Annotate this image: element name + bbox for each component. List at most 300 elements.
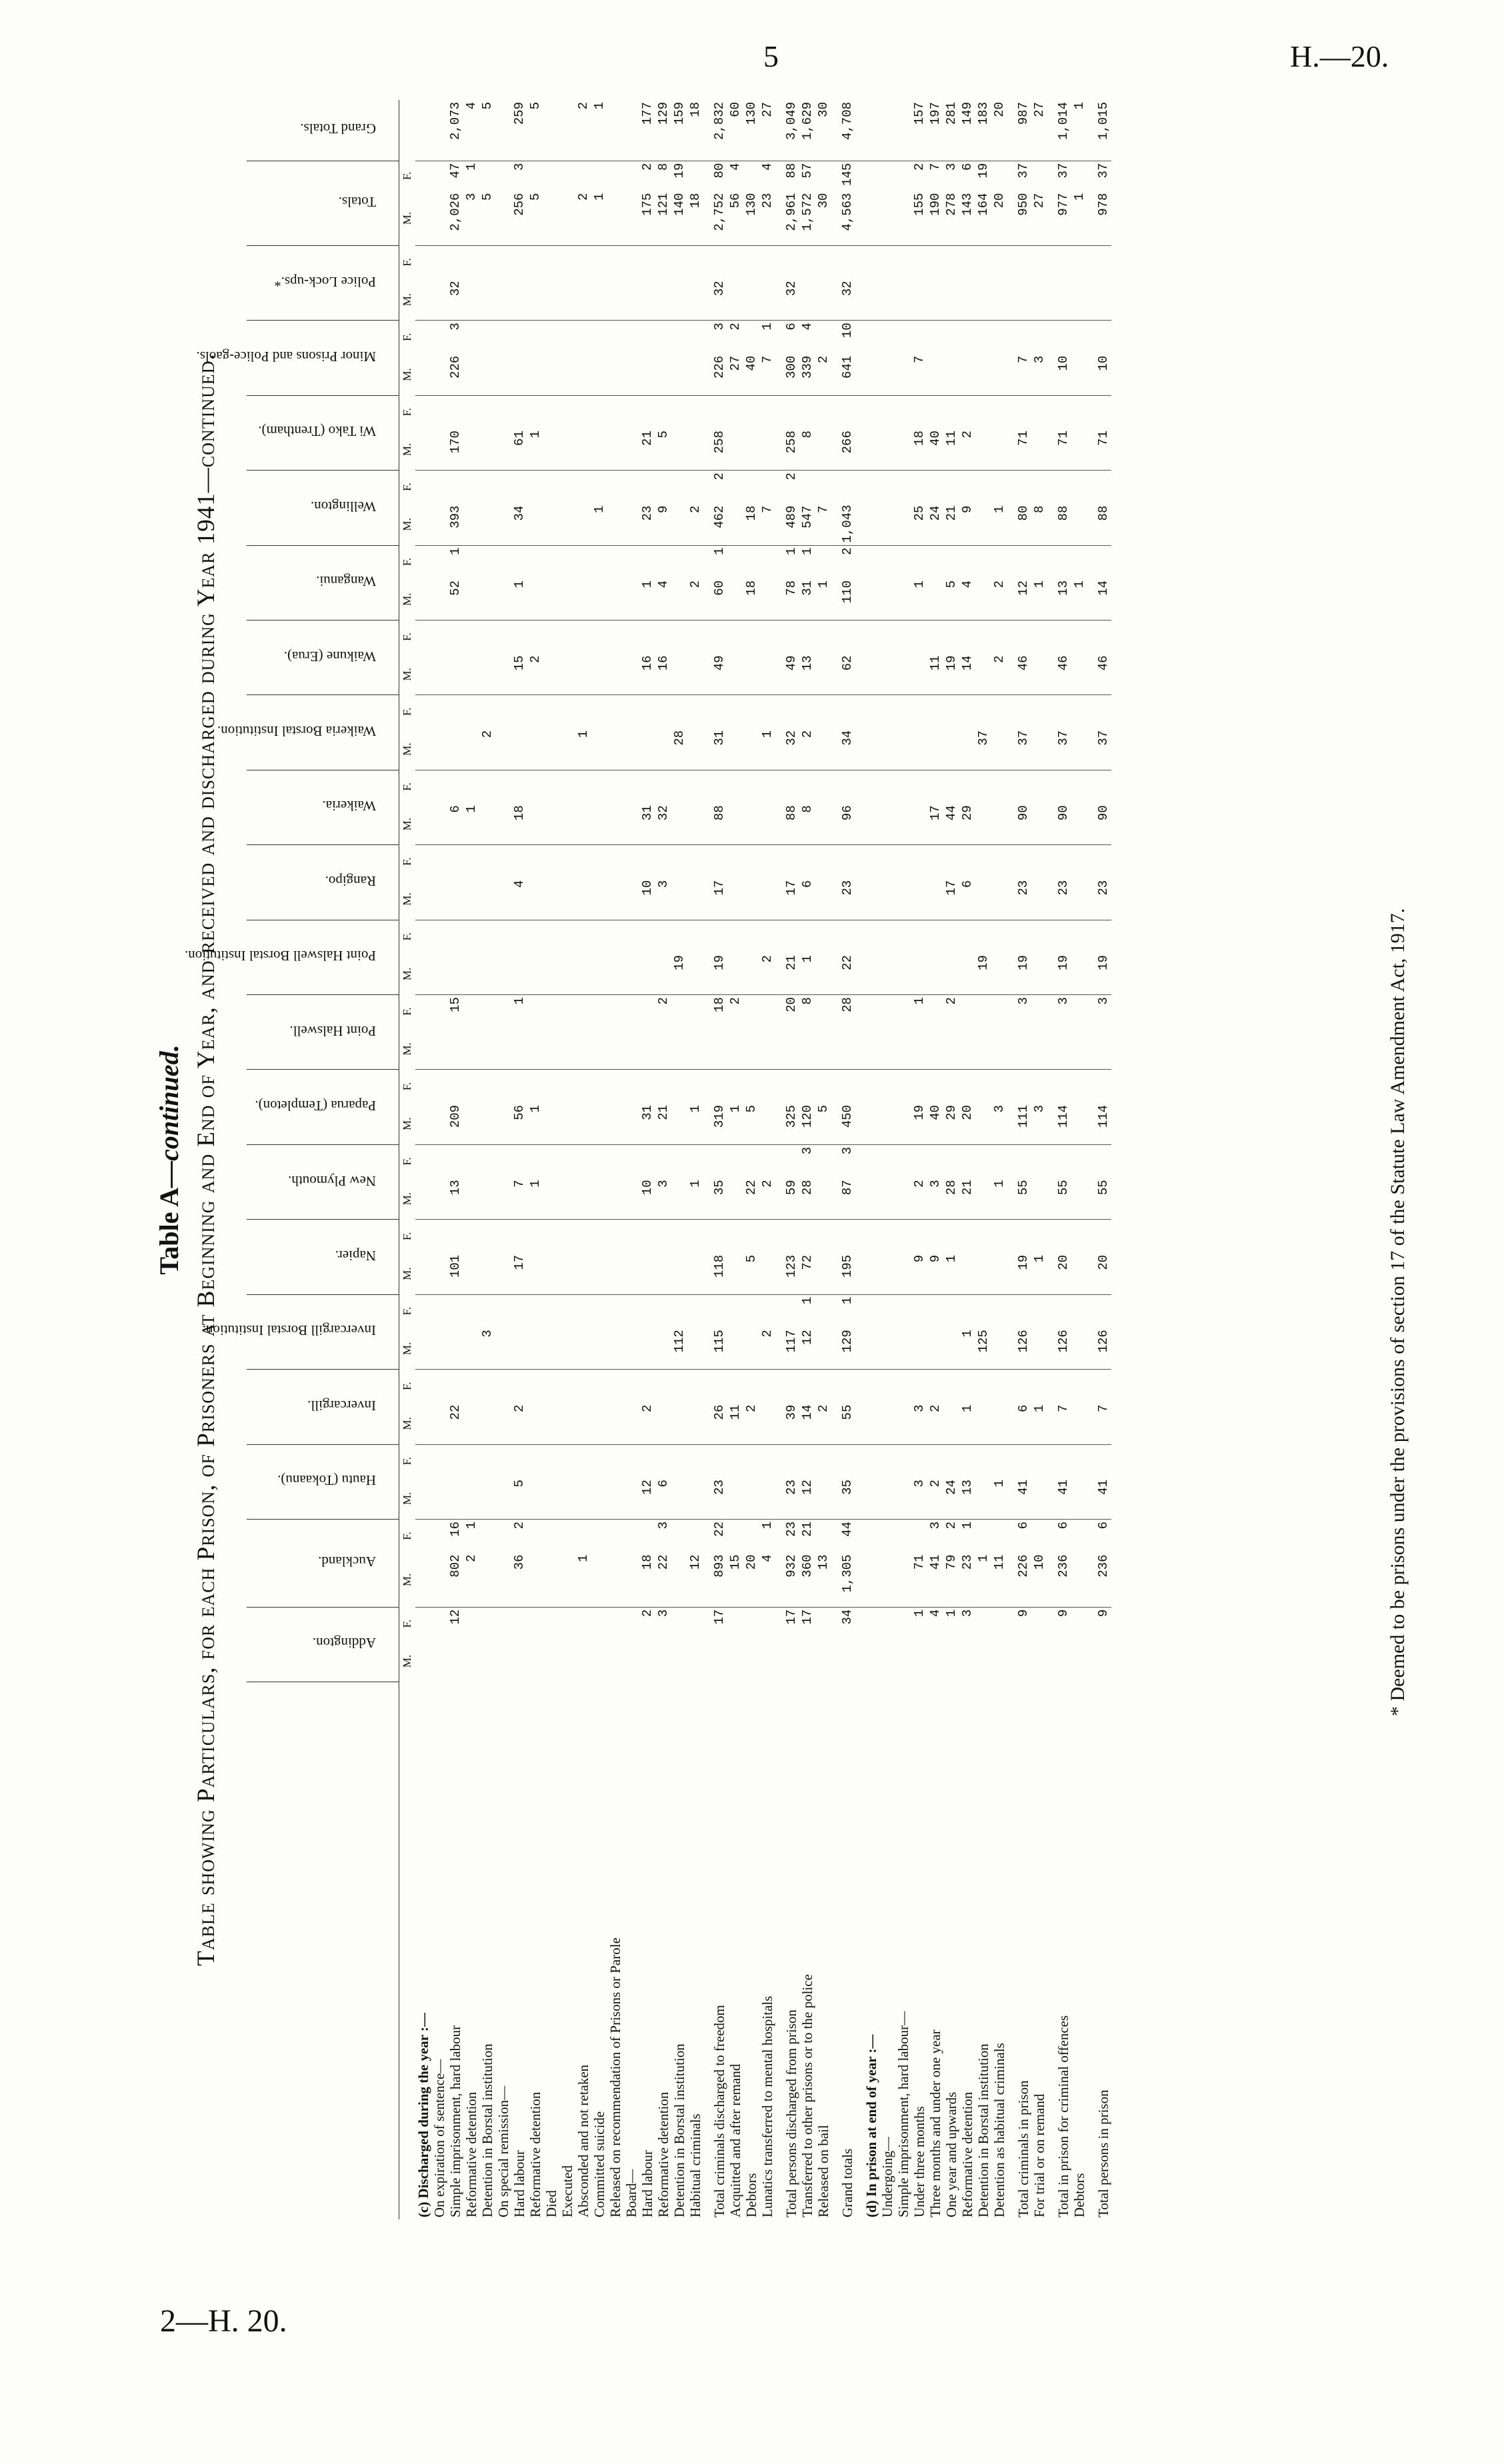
cell-value [959, 1640, 975, 1682]
cell-value [575, 1178, 591, 1219]
column-header [247, 620, 399, 694]
cell-value: 57 [799, 161, 815, 191]
cell-value: 129 [656, 102, 671, 125]
cell-value: 55 [1096, 1180, 1111, 1196]
row-label: Lunatics transferred to mental hospitals [759, 1995, 775, 2217]
cell-value [879, 245, 895, 279]
cell-value [831, 1328, 839, 1369]
cell-value: 2 [816, 355, 831, 364]
cell-value [759, 395, 775, 429]
cell-value [559, 471, 575, 504]
cell-value [831, 728, 839, 770]
cell-value [1015, 770, 1031, 803]
cell-value [703, 279, 711, 320]
cell-value: 1 [943, 1607, 959, 1640]
cell-value [815, 1220, 831, 1253]
cell-value [943, 1028, 959, 1070]
table-row [671, 100, 687, 2219]
cell-value [775, 429, 783, 470]
cell-value [1015, 620, 1031, 653]
cell-value [591, 354, 607, 395]
cell-value [775, 1178, 783, 1219]
cell-value: 2 [727, 321, 743, 354]
cell-value: 5 [944, 580, 959, 589]
cell-value: 6 [800, 880, 815, 888]
sex-header-cell: M. [401, 1042, 413, 1056]
cell-value: 2,073 [448, 102, 463, 141]
cell-value [1007, 161, 1015, 191]
cell-value [839, 845, 855, 878]
cell-value [559, 1607, 575, 1640]
row-label [775, 1682, 783, 2219]
cell-value [447, 695, 463, 728]
row-label: Detention as habitual criminals [991, 2043, 1007, 2217]
cell-value: 2 [928, 1480, 943, 1488]
cell-value: 40 [744, 355, 759, 371]
cell-value [975, 1294, 991, 1328]
cell-value [479, 953, 495, 994]
cell-value [415, 504, 431, 545]
cell-value [607, 878, 623, 920]
cell-value [1015, 695, 1031, 728]
cell-value [1087, 504, 1095, 545]
cell-value: 2 [992, 655, 1007, 663]
cell-value [623, 429, 639, 470]
cell-value [463, 845, 479, 878]
cell-value [1095, 395, 1111, 429]
cell-value [495, 504, 511, 545]
row-label [1047, 1682, 1055, 2219]
cell-value: 31 [800, 580, 815, 596]
cell-value [879, 1607, 895, 1640]
cell-value [783, 1220, 799, 1253]
cell-value [1087, 279, 1095, 320]
cell-value [879, 161, 895, 191]
cell-value: 21 [799, 1520, 815, 1553]
cell-value [831, 1178, 839, 1219]
cell-value [1071, 1478, 1087, 1519]
cell-value: 1 [463, 161, 479, 191]
cell-value [831, 429, 839, 470]
cell-value: 2 [800, 730, 815, 738]
cell-value [447, 953, 463, 994]
cell-value [959, 1220, 975, 1253]
cell-value [759, 1478, 775, 1519]
cell-value: 13 [1056, 580, 1071, 596]
cell-value [671, 878, 687, 920]
cell-value [591, 1028, 607, 1070]
cell-value [959, 920, 975, 953]
cell-value [575, 1403, 591, 1444]
cell-value [559, 1478, 575, 1519]
cell-value [911, 279, 927, 320]
cell-value: 145 [839, 161, 855, 191]
cell-value [527, 1370, 543, 1403]
cell-value [943, 1294, 959, 1328]
cell-value [479, 579, 495, 620]
cell-value [839, 1370, 855, 1403]
cell-value [447, 245, 463, 279]
cell-value [703, 1370, 711, 1403]
cell-value [895, 1328, 911, 1369]
cell-value [991, 1294, 1007, 1328]
cell-value [687, 321, 703, 354]
cell-value [1071, 354, 1087, 395]
cell-value [975, 321, 991, 354]
cell-value: 9 [1055, 1607, 1071, 1640]
cell-value [495, 920, 511, 953]
cell-value [1055, 545, 1071, 579]
cell-value: 25 [912, 505, 927, 521]
cell-value [911, 620, 927, 653]
cell-value: 37 [1096, 730, 1111, 746]
cell-value [1071, 1403, 1087, 1444]
cell-value [831, 1607, 839, 1640]
cell-value: 23 [1096, 880, 1111, 896]
cell-value [591, 1520, 607, 1553]
cell-value [463, 1028, 479, 1070]
cell-value: 14 [1096, 580, 1111, 596]
cell-value [671, 1253, 687, 1294]
cell-value [543, 1607, 559, 1640]
cell-value [863, 845, 879, 878]
column-header-text: New Plymouth. [288, 1172, 376, 1189]
cell-value [415, 245, 431, 279]
cell-value [559, 1294, 575, 1328]
cell-value [863, 1253, 879, 1294]
cell-value: 29 [944, 1104, 959, 1120]
cell-value: 13 [800, 655, 815, 671]
footnote: * Deemed to be prisons under the provisions of section 17 of the Statute Law Amendment Act, 1917. [1387, 908, 1409, 1716]
cell-value [991, 728, 1007, 770]
cell-value: 1,015 [1096, 102, 1111, 141]
cell-value [727, 545, 743, 579]
cell-value [1047, 1070, 1055, 1103]
cell-value [543, 1178, 559, 1219]
cell-value [543, 1478, 559, 1519]
cell-value [895, 953, 911, 994]
cell-value [991, 803, 1007, 844]
cell-value: 1 [759, 321, 775, 354]
cell-value [775, 545, 783, 579]
cell-value [415, 1253, 431, 1294]
cell-value [863, 1028, 879, 1070]
cell-value: 24 [944, 1480, 959, 1495]
cell-value [559, 770, 575, 803]
cell-value [1031, 695, 1047, 728]
cell-value [591, 845, 607, 878]
cell-value [975, 878, 991, 920]
cell-value: 34 [840, 730, 855, 746]
cell-value [1015, 1370, 1031, 1403]
cell-value [575, 1028, 591, 1070]
cell-value [447, 920, 463, 953]
cell-value [479, 1220, 495, 1253]
cell-value: 32 [656, 805, 671, 821]
cell-value [623, 395, 639, 429]
cell-value [775, 471, 783, 504]
cell-value [431, 1220, 447, 1253]
cell-value [463, 920, 479, 953]
cell-value: 8 [800, 805, 815, 813]
cell-value [927, 354, 943, 395]
cell-value [783, 395, 799, 429]
cell-value [831, 1294, 839, 1328]
cell-value [463, 653, 479, 694]
cell-value: 977 [1056, 193, 1071, 216]
cell-value [1087, 728, 1095, 770]
cell-value [495, 1478, 511, 1519]
cell-value [1007, 1144, 1015, 1178]
cell-value [463, 1103, 479, 1144]
cell-value [943, 770, 959, 803]
cell-value [727, 878, 743, 920]
cell-value [543, 354, 559, 395]
cell-value: 2 [912, 1180, 927, 1188]
cell-value: 2 [655, 995, 671, 1028]
cell-value [575, 1294, 591, 1328]
cell-value [655, 1328, 671, 1369]
cell-value: 130 [744, 102, 759, 125]
cell-value [607, 1144, 623, 1178]
table-row [639, 100, 655, 2219]
cell-value: 450 [840, 1104, 855, 1128]
cell-value [1071, 695, 1087, 728]
column-header-text: Waikune (Erua). [283, 648, 376, 664]
cell-value [783, 1294, 799, 1328]
cell-value [527, 695, 543, 728]
cell-value [831, 620, 839, 653]
cell-value [703, 354, 711, 395]
cell-value [575, 695, 591, 728]
cell-value [863, 1178, 879, 1219]
cell-value: 256 [512, 193, 527, 216]
cell-value: 101 [448, 1254, 463, 1278]
cell-value: 17 [799, 1607, 815, 1640]
cell-value [855, 620, 863, 653]
cell-value: 21 [656, 1104, 671, 1120]
cell-value [1007, 471, 1015, 504]
cell-value [575, 1103, 591, 1144]
cell-value [783, 920, 799, 953]
cell-value: 4 [727, 161, 743, 191]
cell-value [959, 1253, 975, 1294]
row-label: Executed [559, 2165, 575, 2217]
cell-value [743, 695, 759, 728]
cell-value [911, 1370, 927, 1403]
cell-value [431, 803, 447, 844]
cell-value [831, 245, 839, 279]
cell-value [831, 1253, 839, 1294]
sex-header-cell: F. [401, 1307, 413, 1316]
cell-value [959, 1070, 975, 1103]
cell-value [687, 279, 703, 320]
cell-value [855, 504, 863, 545]
cell-value [495, 803, 511, 844]
cell-value [927, 395, 943, 429]
cell-value [559, 1103, 575, 1144]
cell-value [623, 321, 639, 354]
cell-value [527, 995, 543, 1028]
cell-value [839, 1070, 855, 1103]
cell-value [1047, 1028, 1055, 1070]
cell-value: 3 [711, 321, 727, 354]
cell-value: 5 [528, 193, 543, 201]
cell-value [1047, 279, 1055, 320]
cell-value [927, 695, 943, 728]
cell-value [783, 1144, 799, 1178]
cell-value [1087, 245, 1095, 279]
cell-value [1047, 1478, 1055, 1519]
cell-value [831, 279, 839, 320]
cell-value [975, 1444, 991, 1478]
column-header-text: Napier. [335, 1248, 376, 1264]
cell-value [559, 878, 575, 920]
cell-value [543, 429, 559, 470]
cell-value [1015, 545, 1031, 579]
cell-value [495, 1640, 511, 1682]
cell-value [815, 321, 831, 354]
cell-value: 123 [784, 1254, 799, 1278]
cell-value [703, 1070, 711, 1103]
cell-value: 5 [512, 1480, 527, 1488]
cell-value [415, 471, 431, 504]
row-label: Debtors [1071, 2173, 1087, 2217]
cell-value [639, 1220, 655, 1253]
cell-value [1087, 845, 1095, 878]
cell-value [943, 354, 959, 395]
cell-value [959, 845, 975, 878]
cell-value [495, 1403, 511, 1444]
cell-value [711, 695, 727, 728]
cell-value [511, 728, 527, 770]
cell-value [911, 653, 927, 694]
cell-value [607, 953, 623, 994]
cell-value [687, 245, 703, 279]
cell-value [1095, 471, 1111, 504]
cell-value [463, 770, 479, 803]
cell-value [639, 245, 655, 279]
cell-value [727, 620, 743, 653]
cell-value [879, 1178, 895, 1219]
cell-value [831, 1070, 839, 1103]
cell-value [655, 1370, 671, 1403]
cell-value: 12 [1016, 580, 1031, 596]
cell-value [759, 279, 775, 320]
cell-value: 111 [1016, 1104, 1031, 1128]
cell-value [575, 1253, 591, 1294]
cell-value [575, 1444, 591, 1478]
cell-value [543, 1520, 559, 1553]
cell-value [1071, 1253, 1087, 1294]
cell-value [479, 1294, 495, 1328]
cell-value [831, 321, 839, 354]
cell-value [431, 1103, 447, 1144]
cell-value [591, 728, 607, 770]
cell-value [783, 845, 799, 878]
cell-value [623, 878, 639, 920]
cell-value [543, 1328, 559, 1369]
cell-value: 2,961 [784, 193, 799, 231]
cell-value [543, 545, 559, 579]
cell-value: 3 [1015, 995, 1031, 1028]
cell-value [607, 1220, 623, 1253]
row-label: Acquitted and after remand [727, 2063, 743, 2217]
cell-value [815, 620, 831, 653]
cell-value [863, 995, 879, 1028]
cell-value [911, 770, 927, 803]
cell-value [495, 100, 511, 161]
cell-value [1087, 653, 1095, 694]
cell-value [911, 1520, 927, 1553]
cell-value [727, 728, 743, 770]
cell-value [879, 321, 895, 354]
cell-value: 1 [1032, 580, 1047, 589]
cell-value [463, 579, 479, 620]
sex-header-cell: F. [401, 632, 413, 641]
cell-value [479, 321, 495, 354]
cell-value [1071, 245, 1087, 279]
sex-header-cell: M. [401, 1192, 413, 1206]
cell-value: 3 [799, 1144, 815, 1178]
cell-value [591, 161, 607, 191]
cell-value [943, 1070, 959, 1103]
cell-value [1055, 1444, 1071, 1478]
cell-value [815, 920, 831, 953]
cell-value [671, 321, 687, 354]
cell-value [559, 504, 575, 545]
cell-value [703, 878, 711, 920]
cell-value [895, 653, 911, 694]
row-label: Total persons in prison [1095, 2089, 1111, 2217]
cell-value [1031, 1328, 1047, 1369]
cell-value [855, 995, 863, 1028]
cell-value: 3 [912, 1480, 927, 1488]
cell-value [775, 1294, 783, 1328]
cell-value [775, 161, 783, 191]
cell-value [527, 1028, 543, 1070]
cell-value [1015, 1220, 1031, 1253]
cell-value [559, 579, 575, 620]
cell-value: 950 [1016, 193, 1031, 216]
column-header-text: Wi Tako (Trentham). [258, 423, 376, 440]
cell-value [1031, 429, 1047, 470]
cell-value [447, 878, 463, 920]
cell-value [895, 1070, 911, 1103]
cell-value [863, 1640, 879, 1682]
cell-value [431, 1444, 447, 1478]
cell-value [991, 1520, 1007, 1553]
table-row [855, 100, 863, 2219]
cell-value [607, 545, 623, 579]
cell-value [671, 770, 687, 803]
cell-value [431, 504, 447, 545]
cell-value [1087, 579, 1095, 620]
table-row [743, 100, 759, 2219]
cell-value [447, 770, 463, 803]
cell-value [927, 1294, 943, 1328]
cell-value: 88 [1056, 505, 1071, 521]
cell-value [495, 1103, 511, 1144]
cell-value: 2 [839, 545, 855, 579]
cell-value [623, 100, 639, 161]
cell-value [559, 1028, 575, 1070]
cell-value [687, 1640, 703, 1682]
cell-value: 1 [463, 1520, 479, 1553]
cell-value [607, 1640, 623, 1682]
cell-value [855, 395, 863, 429]
cell-value: 1 [1072, 580, 1087, 589]
